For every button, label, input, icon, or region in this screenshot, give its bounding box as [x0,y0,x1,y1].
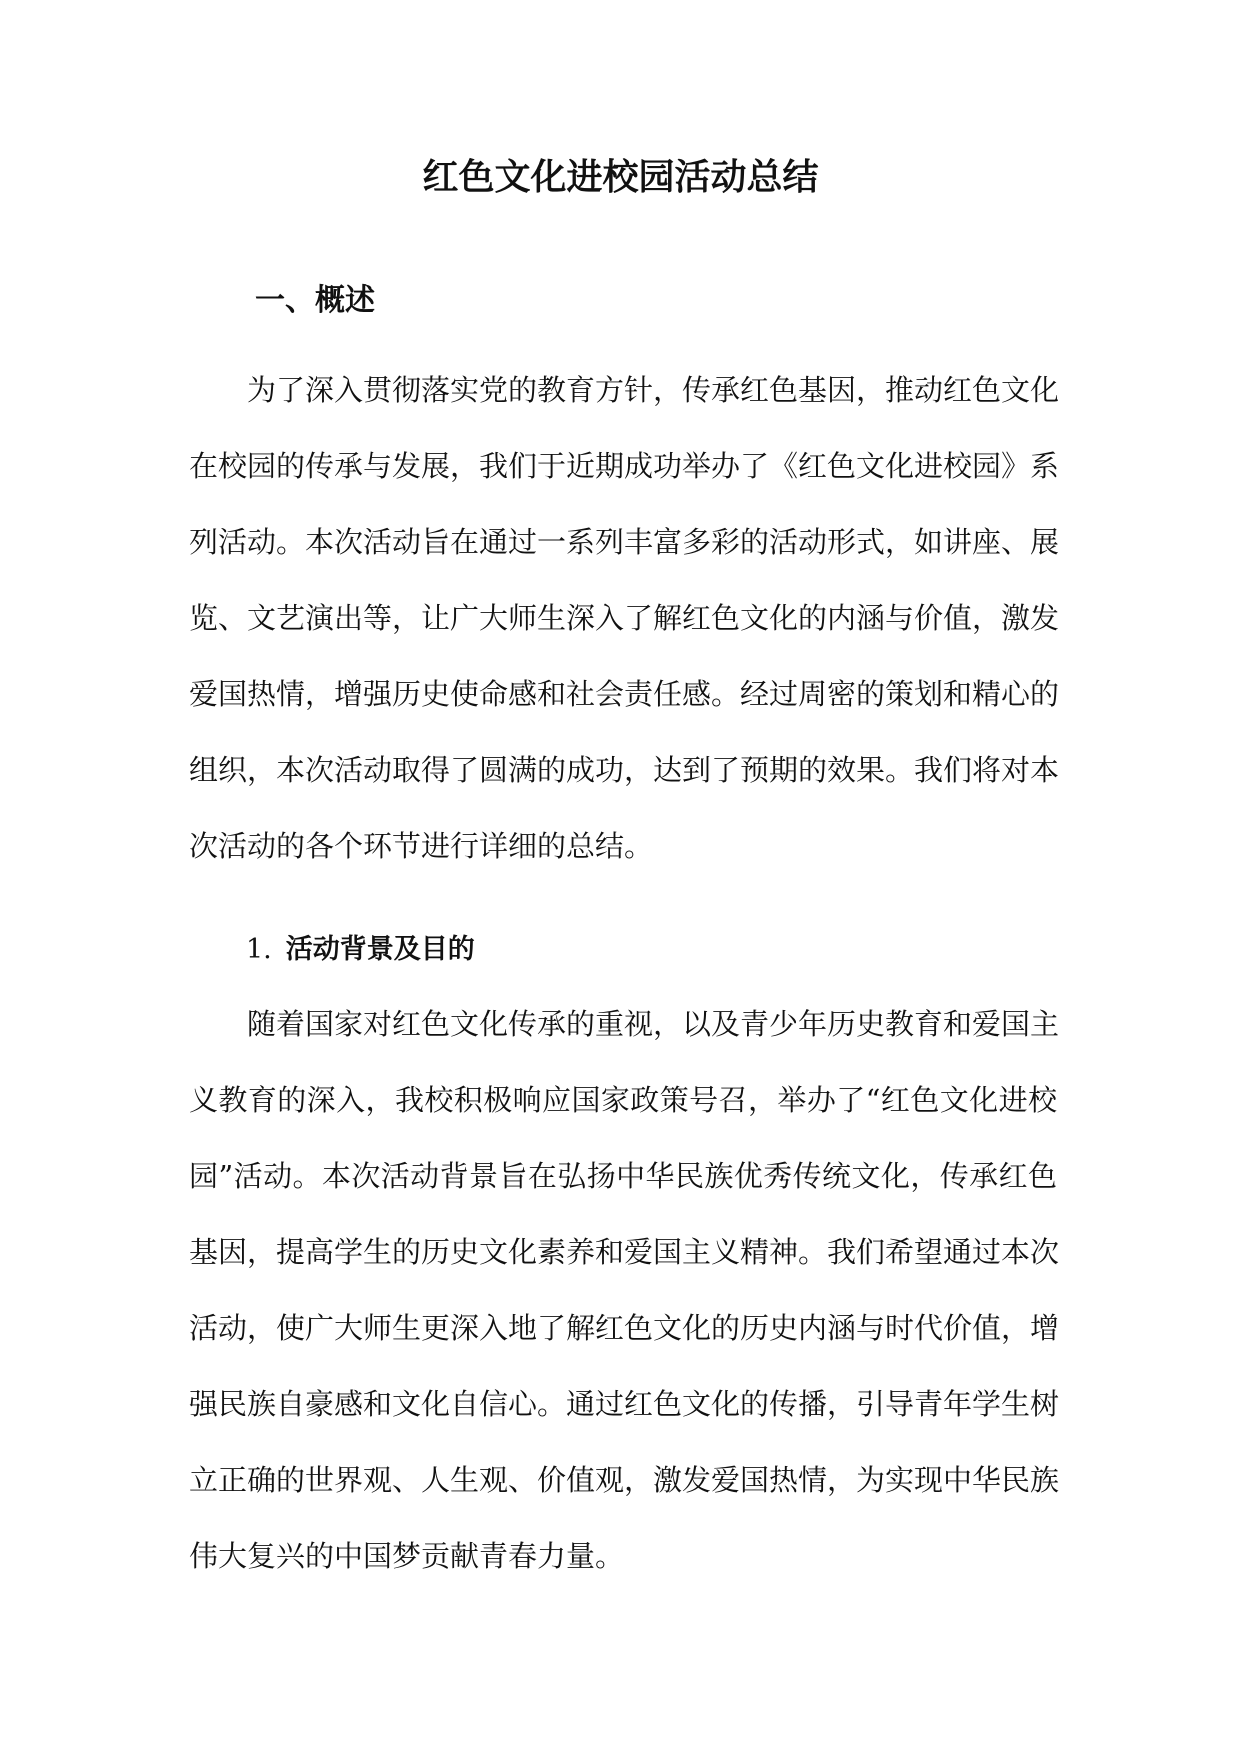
paragraph-line: 组织，本次活动取得了圆满的成功，达到了预期的效果。我们将对本 [189,753,1060,787]
paragraph-line: 活动，使广大师生更深入地了解红色文化的历史内涵与时代价值，增 [189,1311,1060,1345]
section-number: 1. [246,934,272,965]
paragraph-line: 强民族自豪感和文化自信心。通过红色文化的传播，引导青年学生树 [189,1387,1060,1421]
paragraph-line: 为了深入贯彻落实党的教育方针，传承红色基因，推动红色文化 [247,373,1060,407]
section-heading-text: 活动背景及目的 [285,934,475,965]
paragraph-line: 爱国热情，增强历史使命感和社会责任感。经过周密的策划和精心的 [189,677,1060,711]
paragraph-line: 园”活动。本次活动背景旨在弘扬中华民族优秀传统文化，传承红色 [189,1159,1057,1193]
section-heading-overview: 一、概述 [255,283,375,318]
document-title: 红色文化进校园活动总结 [422,156,819,198]
background-paragraph [189,986,1060,1594]
paragraph-line: 立正确的世界观、人生观、价值观，激发爱国热情，为实现中华民族 [189,1463,1060,1497]
overview-paragraph [189,352,1060,884]
section-heading-background [246,930,475,970]
paragraph-line: 随着国家对红色文化传承的重视，以及青少年历史教育和爱国主 [247,1007,1060,1041]
paragraph-line: 义教育的深入，我校积极响应国家政策号召，举办了“红色文化进校 [189,1083,1057,1117]
paragraph-line: 次活动的各个环节进行详细的总结。 [189,829,654,863]
paragraph-line: 在校园的传承与发展，我们于近期成功举办了《红色文化进校园》系 [189,449,1060,483]
paragraph-line: 列活动。本次活动旨在通过一系列丰富多彩的活动形式，如讲座、展 [189,525,1060,559]
paragraph-line: 览、文艺演出等，让广大师生深入了解红色文化的内涵与价值，激发 [189,601,1060,635]
paragraph-line: 基因，提高学生的历史文化素养和爱国主义精神。我们希望通过本次 [189,1235,1060,1269]
paragraph-line: 伟大复兴的中国梦贡献青春力量。 [189,1539,625,1573]
